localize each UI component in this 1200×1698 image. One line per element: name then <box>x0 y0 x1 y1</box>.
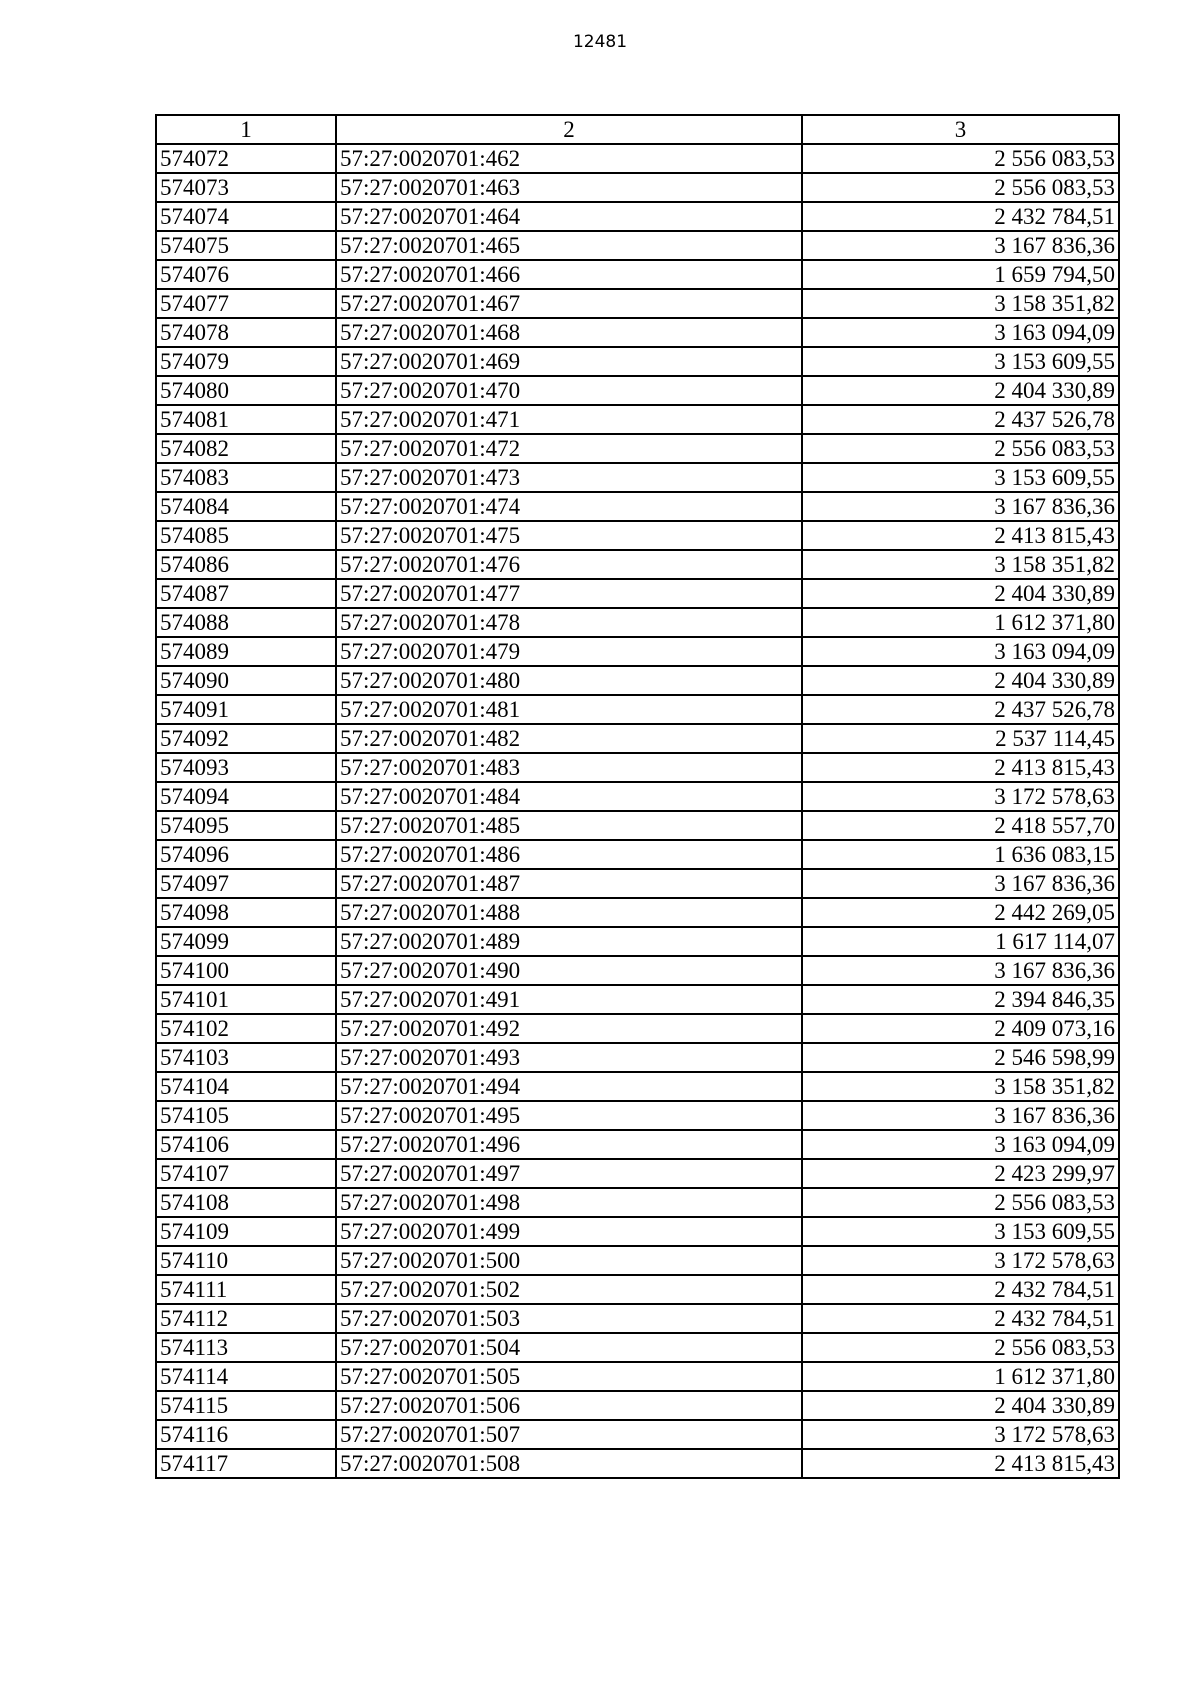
value-cell: 2 556 083,53 <box>802 1333 1119 1362</box>
row-number-cell: 574080 <box>156 376 336 405</box>
value-cell: 2 404 330,89 <box>802 1391 1119 1420</box>
cadastral-number-cell: 57:27:0020701:483 <box>336 753 802 782</box>
row-number-cell: 574117 <box>156 1449 336 1478</box>
cadastral-number-cell: 57:27:0020701:493 <box>336 1043 802 1072</box>
table-row <box>156 405 1119 434</box>
table-row <box>156 927 1119 956</box>
cadastral-number-cell: 57:27:0020701:484 <box>336 782 802 811</box>
table-row <box>156 289 1119 318</box>
row-number-cell: 574089 <box>156 637 336 666</box>
table-row <box>156 1449 1119 1478</box>
row-number-cell: 574094 <box>156 782 336 811</box>
row-number-cell: 574084 <box>156 492 336 521</box>
table-row <box>156 521 1119 550</box>
table-row <box>156 231 1119 260</box>
cadastral-number-cell: 57:27:0020701:496 <box>336 1130 802 1159</box>
row-number-cell: 574099 <box>156 927 336 956</box>
value-cell: 2 432 784,51 <box>802 202 1119 231</box>
table-row <box>156 1043 1119 1072</box>
row-number-cell: 574088 <box>156 608 336 637</box>
table-row <box>156 492 1119 521</box>
row-number-cell: 574072 <box>156 144 336 173</box>
table-row <box>156 1391 1119 1420</box>
value-cell: 2 423 299,97 <box>802 1159 1119 1188</box>
value-cell: 3 163 094,09 <box>802 318 1119 347</box>
row-number-cell: 574107 <box>156 1159 336 1188</box>
value-cell: 2 413 815,43 <box>802 521 1119 550</box>
value-cell: 3 167 836,36 <box>802 492 1119 521</box>
value-cell: 1 617 114,07 <box>802 927 1119 956</box>
row-number-cell: 574091 <box>156 695 336 724</box>
table-row <box>156 173 1119 202</box>
value-cell: 2 537 114,45 <box>802 724 1119 753</box>
value-cell: 3 163 094,09 <box>802 1130 1119 1159</box>
row-number-cell: 574114 <box>156 1362 336 1391</box>
column-header-1: 1 <box>156 115 336 144</box>
row-number-cell: 574074 <box>156 202 336 231</box>
value-cell: 3 172 578,63 <box>802 1246 1119 1275</box>
cadastral-number-cell: 57:27:0020701:478 <box>336 608 802 637</box>
table-row <box>156 840 1119 869</box>
cadastral-number-cell: 57:27:0020701:498 <box>336 1188 802 1217</box>
row-number-cell: 574105 <box>156 1101 336 1130</box>
value-cell: 1 612 371,80 <box>802 608 1119 637</box>
row-number-cell: 574075 <box>156 231 336 260</box>
table-row <box>156 579 1119 608</box>
cadastral-number-cell: 57:27:0020701:505 <box>336 1362 802 1391</box>
value-cell: 2 432 784,51 <box>802 1275 1119 1304</box>
row-number-cell: 574081 <box>156 405 336 434</box>
value-cell: 2 442 269,05 <box>802 898 1119 927</box>
cadastral-number-cell: 57:27:0020701:467 <box>336 289 802 318</box>
cadastral-number-cell: 57:27:0020701:491 <box>336 985 802 1014</box>
value-cell: 2 409 073,16 <box>802 1014 1119 1043</box>
cadastral-number-cell: 57:27:0020701:492 <box>336 1014 802 1043</box>
cadastral-number-cell: 57:27:0020701:462 <box>336 144 802 173</box>
row-number-cell: 574087 <box>156 579 336 608</box>
row-number-cell: 574106 <box>156 1130 336 1159</box>
value-cell: 2 394 846,35 <box>802 985 1119 1014</box>
row-number-cell: 574116 <box>156 1420 336 1449</box>
value-cell: 3 158 351,82 <box>802 289 1119 318</box>
table-row <box>156 724 1119 753</box>
table-row <box>156 753 1119 782</box>
table-body <box>156 144 1119 1478</box>
table-row <box>156 1188 1119 1217</box>
row-number-cell: 574095 <box>156 811 336 840</box>
value-cell: 3 153 609,55 <box>802 463 1119 492</box>
cadastral-number-cell: 57:27:0020701:472 <box>336 434 802 463</box>
table-row <box>156 1101 1119 1130</box>
cadastral-number-cell: 57:27:0020701:508 <box>336 1449 802 1478</box>
table-row <box>156 550 1119 579</box>
table-row <box>156 1159 1119 1188</box>
row-number-cell: 574079 <box>156 347 336 376</box>
cadastral-number-cell: 57:27:0020701:488 <box>336 898 802 927</box>
table-row <box>156 695 1119 724</box>
row-number-cell: 574100 <box>156 956 336 985</box>
value-cell: 2 413 815,43 <box>802 753 1119 782</box>
table-row <box>156 637 1119 666</box>
row-number-cell: 574093 <box>156 753 336 782</box>
value-cell: 3 158 351,82 <box>802 1072 1119 1101</box>
cadastral-number-cell: 57:27:0020701:474 <box>336 492 802 521</box>
table-row <box>156 985 1119 1014</box>
row-number-cell: 574077 <box>156 289 336 318</box>
value-cell: 2 556 083,53 <box>802 1188 1119 1217</box>
cadastral-number-cell: 57:27:0020701:497 <box>336 1159 802 1188</box>
row-number-cell: 574085 <box>156 521 336 550</box>
table-header <box>156 115 1119 144</box>
value-cell: 3 167 836,36 <box>802 869 1119 898</box>
row-number-cell: 574108 <box>156 1188 336 1217</box>
table-row <box>156 144 1119 173</box>
row-number-cell: 574073 <box>156 173 336 202</box>
table-row <box>156 1072 1119 1101</box>
row-number-cell: 574076 <box>156 260 336 289</box>
cadastral-number-cell: 57:27:0020701:473 <box>336 463 802 492</box>
value-cell: 3 172 578,63 <box>802 782 1119 811</box>
row-number-cell: 574103 <box>156 1043 336 1072</box>
table-row <box>156 376 1119 405</box>
table-row <box>156 608 1119 637</box>
row-number-cell: 574112 <box>156 1304 336 1333</box>
row-number-cell: 574101 <box>156 985 336 1014</box>
row-number-cell: 574098 <box>156 898 336 927</box>
row-number-cell: 574092 <box>156 724 336 753</box>
value-cell: 3 158 351,82 <box>802 550 1119 579</box>
table-row <box>156 1420 1119 1449</box>
table-row <box>156 318 1119 347</box>
value-cell: 3 167 836,36 <box>802 956 1119 985</box>
cadastral-number-cell: 57:27:0020701:490 <box>336 956 802 985</box>
row-number-cell: 574097 <box>156 869 336 898</box>
row-number-cell: 574090 <box>156 666 336 695</box>
cadastral-number-cell: 57:27:0020701:507 <box>336 1420 802 1449</box>
row-number-cell: 574078 <box>156 318 336 347</box>
row-number-cell: 574104 <box>156 1072 336 1101</box>
table-row <box>156 956 1119 985</box>
row-number-cell: 574086 <box>156 550 336 579</box>
cadastral-number-cell: 57:27:0020701:475 <box>336 521 802 550</box>
page-number: 12481 <box>572 32 628 52</box>
value-cell: 3 163 094,09 <box>802 637 1119 666</box>
value-cell: 1 659 794,50 <box>802 260 1119 289</box>
table-row <box>156 434 1119 463</box>
value-cell: 1 636 083,15 <box>802 840 1119 869</box>
table-row <box>156 1130 1119 1159</box>
value-cell: 2 413 815,43 <box>802 1449 1119 1478</box>
row-number-cell: 574083 <box>156 463 336 492</box>
cadastral-number-cell: 57:27:0020701:465 <box>336 231 802 260</box>
cadastral-number-cell: 57:27:0020701:489 <box>336 927 802 956</box>
cadastral-number-cell: 57:27:0020701:469 <box>336 347 802 376</box>
table-row <box>156 811 1119 840</box>
header-row <box>156 115 1119 144</box>
column-header-3: 3 <box>802 115 1119 144</box>
cadastral-number-cell: 57:27:0020701:494 <box>336 1072 802 1101</box>
value-cell: 2 546 598,99 <box>802 1043 1119 1072</box>
cadastral-number-cell: 57:27:0020701:499 <box>336 1217 802 1246</box>
row-number-cell: 574096 <box>156 840 336 869</box>
cadastral-number-cell: 57:27:0020701:502 <box>336 1275 802 1304</box>
value-cell: 3 172 578,63 <box>802 1420 1119 1449</box>
value-cell: 2 404 330,89 <box>802 376 1119 405</box>
table-row <box>156 869 1119 898</box>
table-row <box>156 1014 1119 1043</box>
value-cell: 3 167 836,36 <box>802 231 1119 260</box>
cadastral-number-cell: 57:27:0020701:470 <box>336 376 802 405</box>
value-cell: 2 404 330,89 <box>802 579 1119 608</box>
table-row <box>156 898 1119 927</box>
table-row <box>156 1246 1119 1275</box>
cadastral-number-cell: 57:27:0020701:503 <box>336 1304 802 1333</box>
value-cell: 3 153 609,55 <box>802 1217 1119 1246</box>
table-row <box>156 1217 1119 1246</box>
cadastral-number-cell: 57:27:0020701:479 <box>336 637 802 666</box>
value-cell: 2 556 083,53 <box>802 434 1119 463</box>
cadastral-number-cell: 57:27:0020701:506 <box>336 1391 802 1420</box>
cadastral-number-cell: 57:27:0020701:476 <box>336 550 802 579</box>
value-cell: 2 556 083,53 <box>802 144 1119 173</box>
cadastral-number-cell: 57:27:0020701:481 <box>336 695 802 724</box>
value-cell: 2 437 526,78 <box>802 695 1119 724</box>
table-row <box>156 260 1119 289</box>
cadastral-number-cell: 57:27:0020701:471 <box>336 405 802 434</box>
cadastral-number-cell: 57:27:0020701:480 <box>336 666 802 695</box>
table-row <box>156 1275 1119 1304</box>
table-row <box>156 782 1119 811</box>
cadastral-number-cell: 57:27:0020701:463 <box>336 173 802 202</box>
table-row <box>156 1333 1119 1362</box>
value-cell: 2 556 083,53 <box>802 173 1119 202</box>
value-cell: 2 404 330,89 <box>802 666 1119 695</box>
cadastral-number-cell: 57:27:0020701:504 <box>336 1333 802 1362</box>
row-number-cell: 574111 <box>156 1275 336 1304</box>
cadastral-number-cell: 57:27:0020701:482 <box>336 724 802 753</box>
cadastral-number-cell: 57:27:0020701:477 <box>336 579 802 608</box>
table-row <box>156 666 1119 695</box>
row-number-cell: 574109 <box>156 1217 336 1246</box>
table-row <box>156 463 1119 492</box>
table-row <box>156 347 1119 376</box>
registry-table <box>155 114 1120 1479</box>
cadastral-number-cell: 57:27:0020701:466 <box>336 260 802 289</box>
cadastral-number-cell: 57:27:0020701:486 <box>336 840 802 869</box>
value-cell: 3 153 609,55 <box>802 347 1119 376</box>
cadastral-number-cell: 57:27:0020701:464 <box>336 202 802 231</box>
row-number-cell: 574113 <box>156 1333 336 1362</box>
cadastral-number-cell: 57:27:0020701:485 <box>336 811 802 840</box>
value-cell: 2 418 557,70 <box>802 811 1119 840</box>
value-cell: 1 612 371,80 <box>802 1362 1119 1391</box>
row-number-cell: 574102 <box>156 1014 336 1043</box>
row-number-cell: 574082 <box>156 434 336 463</box>
table-row <box>156 202 1119 231</box>
table-row <box>156 1362 1119 1391</box>
value-cell: 2 437 526,78 <box>802 405 1119 434</box>
value-cell: 2 432 784,51 <box>802 1304 1119 1333</box>
value-cell: 3 167 836,36 <box>802 1101 1119 1130</box>
cadastral-number-cell: 57:27:0020701:495 <box>336 1101 802 1130</box>
cadastral-number-cell: 57:27:0020701:487 <box>336 869 802 898</box>
table-row <box>156 1304 1119 1333</box>
cadastral-number-cell: 57:27:0020701:500 <box>336 1246 802 1275</box>
cadastral-number-cell: 57:27:0020701:468 <box>336 318 802 347</box>
row-number-cell: 574115 <box>156 1391 336 1420</box>
row-number-cell: 574110 <box>156 1246 336 1275</box>
column-header-2: 2 <box>336 115 802 144</box>
